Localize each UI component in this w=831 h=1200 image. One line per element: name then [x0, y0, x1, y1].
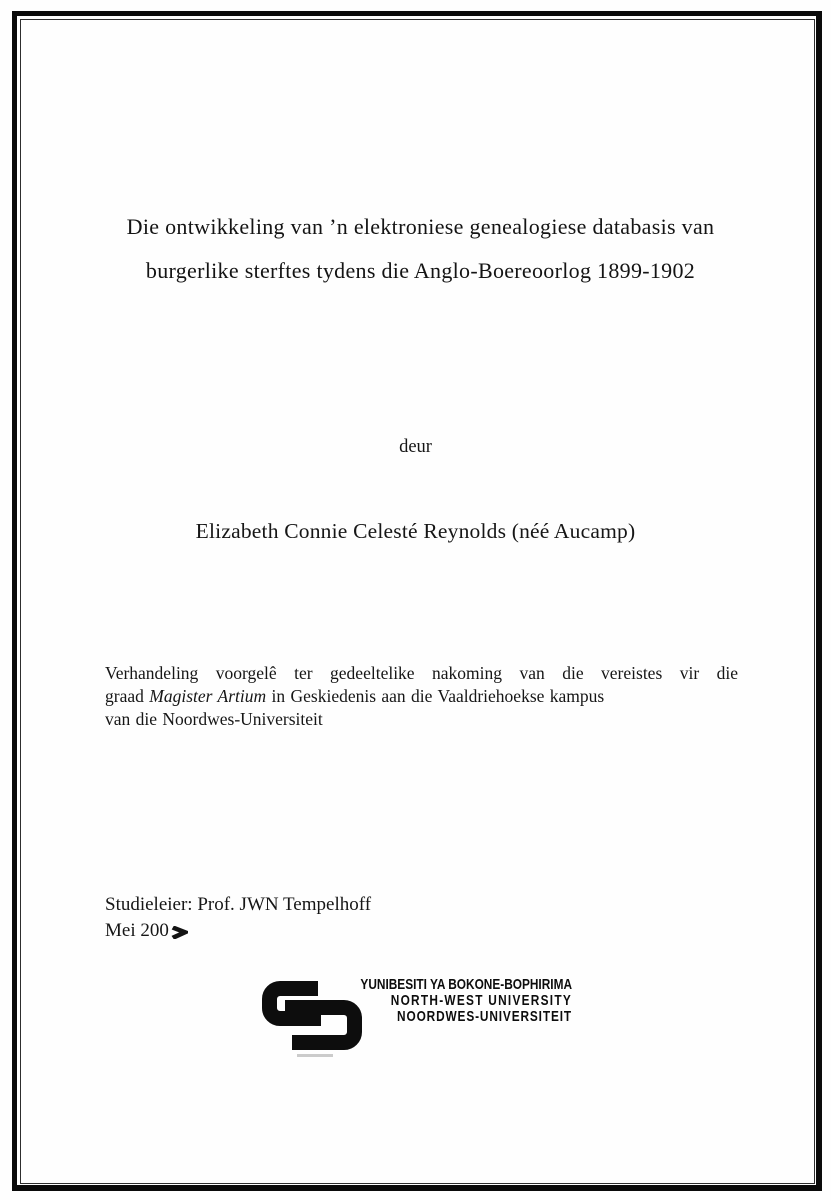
title-line-2: burgerlike sterftes tydens die Anglo-Boereoorlog 1899-1902 — [145, 258, 696, 283]
degree-name-italic: Magister Artium — [149, 686, 267, 707]
university-wordmark — [310, 977, 572, 1025]
thesis-title — [40, 205, 801, 293]
date-text: Mei 200 — [105, 919, 169, 941]
statement-line-2 — [105, 685, 738, 708]
degree-statement — [105, 662, 738, 732]
scan-smudge — [297, 1054, 333, 1057]
byline-deur: deur — [399, 437, 432, 457]
wordmark-line-afrikaans: NOORDWES-UNIVERSITEIT — [397, 1007, 572, 1025]
date-line — [105, 918, 371, 944]
title-line-1: Die ontwikkeling van ’n elektroniese genealogiese databasis van — [126, 214, 715, 239]
wordmark-line-setswana: YUNIBESITI YA BOKONE-BOPHIRIMA — [360, 976, 572, 993]
statement-line-2-suffix: in Geskiedenis aan die Vaaldriehoekse kampus — [266, 686, 605, 707]
statement-line-3: van die Noordwes-Universiteit — [105, 709, 323, 730]
statement-line-1: Verhandeling voorgelê ter gedeeltelike nakoming van die vereistes vir die — [105, 663, 738, 683]
author-name: Elizabeth Connie Celesté Reynolds (néé Aucamp) — [195, 519, 636, 543]
wordmark-line-english: NORTH-WEST UNIVERSITY — [390, 991, 572, 1009]
distorted-digit-7-icon — [171, 926, 188, 939]
statement-line-2-prefix: graad — [105, 686, 150, 707]
supervisor-line: Studieleier: Prof. JWN Tempelhoff — [105, 894, 372, 915]
supervisor-block — [105, 892, 371, 943]
